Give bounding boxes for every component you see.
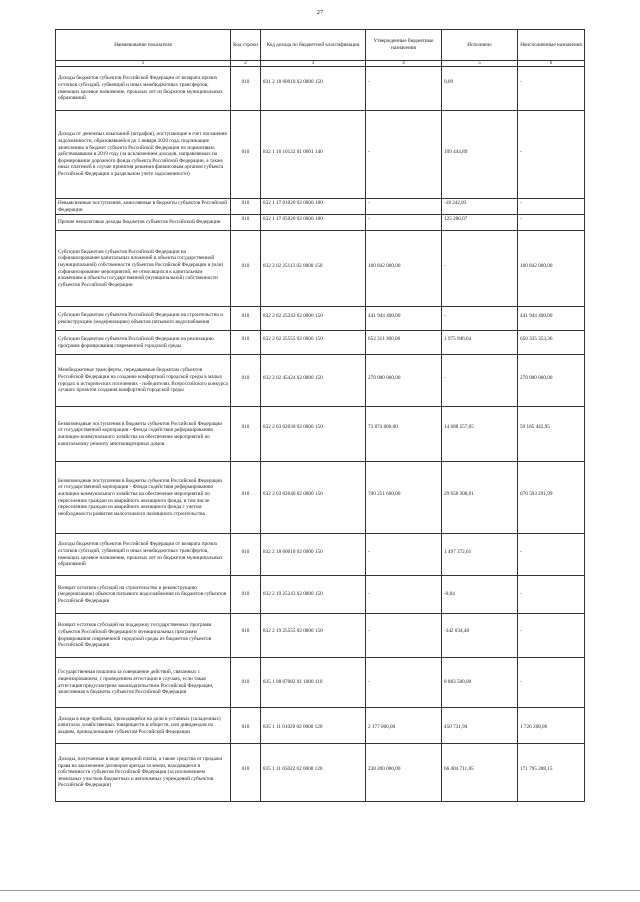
row-line-code: 010 — [231, 355, 261, 407]
row-unexecuted: 160 842 000,00 — [518, 231, 585, 307]
table-row — [56, 331, 585, 355]
table-row — [56, 215, 585, 231]
row-executed: 29 658 308,01 — [442, 462, 518, 534]
row-income-code: 835 1 11 05022 02 0000 120 — [261, 744, 366, 802]
row-unexecuted: - — [518, 215, 585, 231]
row-approved: 700 251 600,00 — [366, 462, 442, 534]
table-row — [56, 111, 585, 199]
row-income-code: 832 1 17 01020 02 0000 180 — [261, 199, 366, 215]
row-executed: 66 404 711,85 — [442, 744, 518, 802]
row-name: Доходы бюджетов субъектов Российской Федерации от возврата прочих остатков субсидий, субвенций и иных межбюджетных трансфертов, имеющих целевое назначение, прошлых лет из бюджетов муниципальных образований — [56, 534, 231, 576]
row-approved: 160 842 000,00 — [366, 231, 442, 307]
header-line-code: Код строки — [231, 30, 261, 61]
row-line-code: 010 — [231, 111, 261, 199]
row-income-code: 832 2 02 45424 02 0000 150 — [261, 355, 366, 407]
row-income-code: 831 2 18 60010 02 0000 150 — [261, 67, 366, 111]
header-name: Наименование показателя — [56, 30, 231, 61]
row-approved: - — [366, 67, 442, 111]
row-approved: - — [366, 199, 442, 215]
row-name: Субсидии бюджетам субъектов Российской Федерации на строительство и реконструкцию (модернизацию) объектов питьевого водоснабжения — [56, 307, 231, 331]
row-name: Возврат остатков субсидий на поддержку государственных программ субъектов Российской Федерации и муниципальных программ формирования современной городской среды из бюджетов субъектов Российской Федерации — [56, 614, 231, 658]
table-row — [56, 708, 585, 744]
row-unexecuted: - — [518, 199, 585, 215]
row-executed: 109 444,89 — [442, 111, 518, 199]
row-executed: - — [442, 307, 518, 331]
row-name: Безвозмездные поступления в бюджеты субъектов Российской Федерации от государственной корпорации - Фонда содействия реформированию жилищно-коммунального хозяйства на обеспечение мероприятий по капитальному ремонту многоквартирных домов — [56, 407, 231, 462]
row-name: Невыясненные поступления, зачисляемые в бюджеты субъектов Российской Федерации — [56, 199, 231, 215]
column-number: 5 — [442, 61, 518, 67]
row-unexecuted: 59 185 442,95 — [518, 407, 585, 462]
row-name: Доходы, получаемые в виде арендной платы, а также средства от продажи права на заключение договоров аренды за земли, находящиеся в собственности субъектов Российской Федерации (за исключением земельных участков бюджетных и автономных учреждений субъектов Российской Федерации) — [56, 744, 231, 802]
column-number: 6 — [518, 61, 585, 67]
row-name: Прочие неналоговые доходы бюджетов субъектов Российской Федерации — [56, 215, 231, 231]
header-approved: Утвержденные бюджетные назначения — [366, 30, 442, 61]
row-unexecuted: 270 000 000,00 — [518, 355, 585, 407]
row-name: Доходы бюджетов субъектов Российской Федерации от возврата прочих остатков субсидий, субвенций и иных межбюджетных трансфертов, имеющих целевое назначение, прошлых лет из бюджетов муниципальных образований — [56, 67, 231, 111]
row-unexecuted: - — [518, 67, 585, 111]
row-name: Государственная пошлина за совершение действий, связанных с лицензированием, с проведением аттестации в случаях, если такая аттестация предусмотрена законодательством Российской Федерации, зачисляемая в бюджеты субъектов Российской Федерации — [56, 658, 231, 708]
row-executed: - — [442, 355, 518, 407]
column-number: 2 — [231, 61, 261, 67]
row-line-code: 010 — [231, 199, 261, 215]
row-name: Доходы в виде прибыли, приходящейся на доли в уставных (складочных) капиталах хозяйственных товариществ и обществ, или дивидендов по акциям, принадлежащим субъектам Российской Федерации — [56, 708, 231, 744]
row-unexecuted: - — [518, 534, 585, 576]
row-approved: 73 874 000,00 — [366, 407, 442, 462]
row-unexecuted: - — [518, 614, 585, 658]
row-name: Межбюджетные трансферты, передаваемые бюджетам субъектов Российской Федерации на создание комфортной городской среды в малых городах и исторических поселениях - победителях Всероссийского конкурса лучших проектов создания комфортной городской среды — [56, 355, 231, 407]
row-line-code: 010 — [231, 231, 261, 307]
row-executed: 0,09 — [442, 67, 518, 111]
row-unexecuted: 441 944 400,00 — [518, 307, 585, 331]
row-executed: -18 242,83 — [442, 199, 518, 215]
row-line-code: 010 — [231, 407, 261, 462]
row-approved: 652 311 300,00 — [366, 331, 442, 355]
row-approved: 238 200 000,00 — [366, 744, 442, 802]
table-body — [56, 67, 585, 802]
row-executed: 1 975 946,64 — [442, 331, 518, 355]
row-unexecuted: 670 593 291,99 — [518, 462, 585, 534]
table-row — [56, 307, 585, 331]
table-row — [56, 67, 585, 111]
row-executed: 125 286,07 — [442, 215, 518, 231]
row-executed: - — [442, 231, 518, 307]
income-report-table — [55, 29, 585, 802]
table-row — [56, 534, 585, 576]
table-row — [56, 658, 585, 708]
row-executed: -342 034,48 — [442, 614, 518, 658]
row-income-code: 832 2 03 02040 02 0000 150 — [261, 462, 366, 534]
page-bottom-rule — [0, 890, 640, 891]
table-row — [56, 614, 585, 658]
row-executed: 8 883 500,00 — [442, 658, 518, 708]
row-approved: - — [366, 658, 442, 708]
row-name: Субсидии бюджетам субъектов Российской Федерации на софинансирование капитальных вложений в объекты государственной (муниципальной) собственности субъектов Российской Федерации и (или) софинансирование мероприятий, не относящихся к капитальным вложениям в объекты государственной (муниципальной) собственности субъектов Российской Федерации — [56, 231, 231, 307]
row-income-code: 832 2 02 25555 02 0000 150 — [261, 331, 366, 355]
row-executed: -0,04 — [442, 576, 518, 614]
row-income-code: 832 2 02 25113 02 0000 150 — [261, 231, 366, 307]
row-line-code: 010 — [231, 67, 261, 111]
table-row — [56, 744, 585, 802]
row-unexecuted: - — [518, 658, 585, 708]
row-executed: 450 731,94 — [442, 708, 518, 744]
row-line-code: 010 — [231, 462, 261, 534]
row-line-code: 010 — [231, 744, 261, 802]
row-approved: - — [366, 215, 442, 231]
row-income-code: 835 1 11 01020 02 0000 120 — [261, 708, 366, 744]
row-approved: - — [366, 614, 442, 658]
row-executed: 14 688 557,05 — [442, 407, 518, 462]
row-approved: 270 000 000,00 — [366, 355, 442, 407]
header-income-code: Код дохода по бюджетной классификации — [261, 30, 366, 61]
row-approved: - — [366, 534, 442, 576]
row-name: Субсидии бюджетам субъектов Российской Федерации на реализацию программ формирования современной городской среды — [56, 331, 231, 355]
row-line-code: 010 — [231, 215, 261, 231]
row-income-code: 832 2 19 25243 02 0000 150 — [261, 576, 366, 614]
row-income-code: 832 2 02 25243 02 0000 150 — [261, 307, 366, 331]
table-row — [56, 462, 585, 534]
row-income-code: 832 2 19 25555 02 0000 150 — [261, 614, 366, 658]
table-header-row — [56, 30, 585, 61]
row-unexecuted: - — [518, 576, 585, 614]
page-number: 27 — [316, 9, 324, 16]
row-line-code: 010 — [231, 534, 261, 576]
row-approved: - — [366, 576, 442, 614]
row-line-code: 010 — [231, 576, 261, 614]
row-income-code: 832 2 03 02030 02 0000 150 — [261, 407, 366, 462]
row-income-code: 832 1 17 05020 02 0000 180 — [261, 215, 366, 231]
row-line-code: 010 — [231, 658, 261, 708]
header-executed: Исполнено — [442, 30, 518, 61]
table-row — [56, 407, 585, 462]
table-row — [56, 576, 585, 614]
table-row — [56, 199, 585, 215]
row-unexecuted: 171 795 288,15 — [518, 744, 585, 802]
row-line-code: 010 — [231, 307, 261, 331]
row-executed: 1 497 372,61 — [442, 534, 518, 576]
table-row — [56, 355, 585, 407]
table-row — [56, 231, 585, 307]
row-unexecuted: - — [518, 111, 585, 199]
row-approved: - — [366, 111, 442, 199]
column-number: 4 — [366, 61, 442, 67]
row-approved: 2 177 000,00 — [366, 708, 442, 744]
column-number: 3 — [261, 61, 366, 67]
row-income-code: 832 2 18 60010 02 0000 150 — [261, 534, 366, 576]
row-name: Безвозмездные поступления в бюджеты субъектов Российской Федерации от государственной корпорации - Фонда содействия реформированию жилищно-коммунального хозяйства на обеспечение мероприятий по переселению граждан из аварийного жилищного фонда, в том числе переселению граждан из аварийного жилищного фонда с учетом необходимости развития малоэтажного жилищного строительства — [56, 462, 231, 534]
row-line-code: 010 — [231, 331, 261, 355]
row-unexecuted: 1 726 268,06 — [518, 708, 585, 744]
row-name: Возврат остатков субсидий на строительство и реконструкцию (модернизацию) объектов питьевого водоснабжения из бюджетов субъектов Российской Федерации — [56, 576, 231, 614]
header-unexecuted: Неисполненные назначения — [518, 30, 585, 61]
row-income-code: 835 1 08 07082 01 1000 110 — [261, 658, 366, 708]
row-approved: 441 944 400,00 — [366, 307, 442, 331]
row-unexecuted: 650 335 353,36 — [518, 331, 585, 355]
row-income-code: 832 1 16 10122 01 0001 140 — [261, 111, 366, 199]
column-number: 1 — [56, 61, 231, 67]
row-name: Доходы от денежных взысканий (штрафов), поступающие в счет погашения задолженности, образовавшейся до 1 января 2020 года, подлежащие зачислению в бюджет субъекта Российской Федерации по нормативам, действовавшим в 2019 году (за исключением доходов, направляемых на формирование дорожного фонда субъекта Российской Федерации, а также иных платежей в случае принятия решения финансовым органом субъекта Российской Федерации о раздельном учете задолженности) — [56, 111, 231, 199]
row-line-code: 010 — [231, 708, 261, 744]
row-line-code: 010 — [231, 614, 261, 658]
